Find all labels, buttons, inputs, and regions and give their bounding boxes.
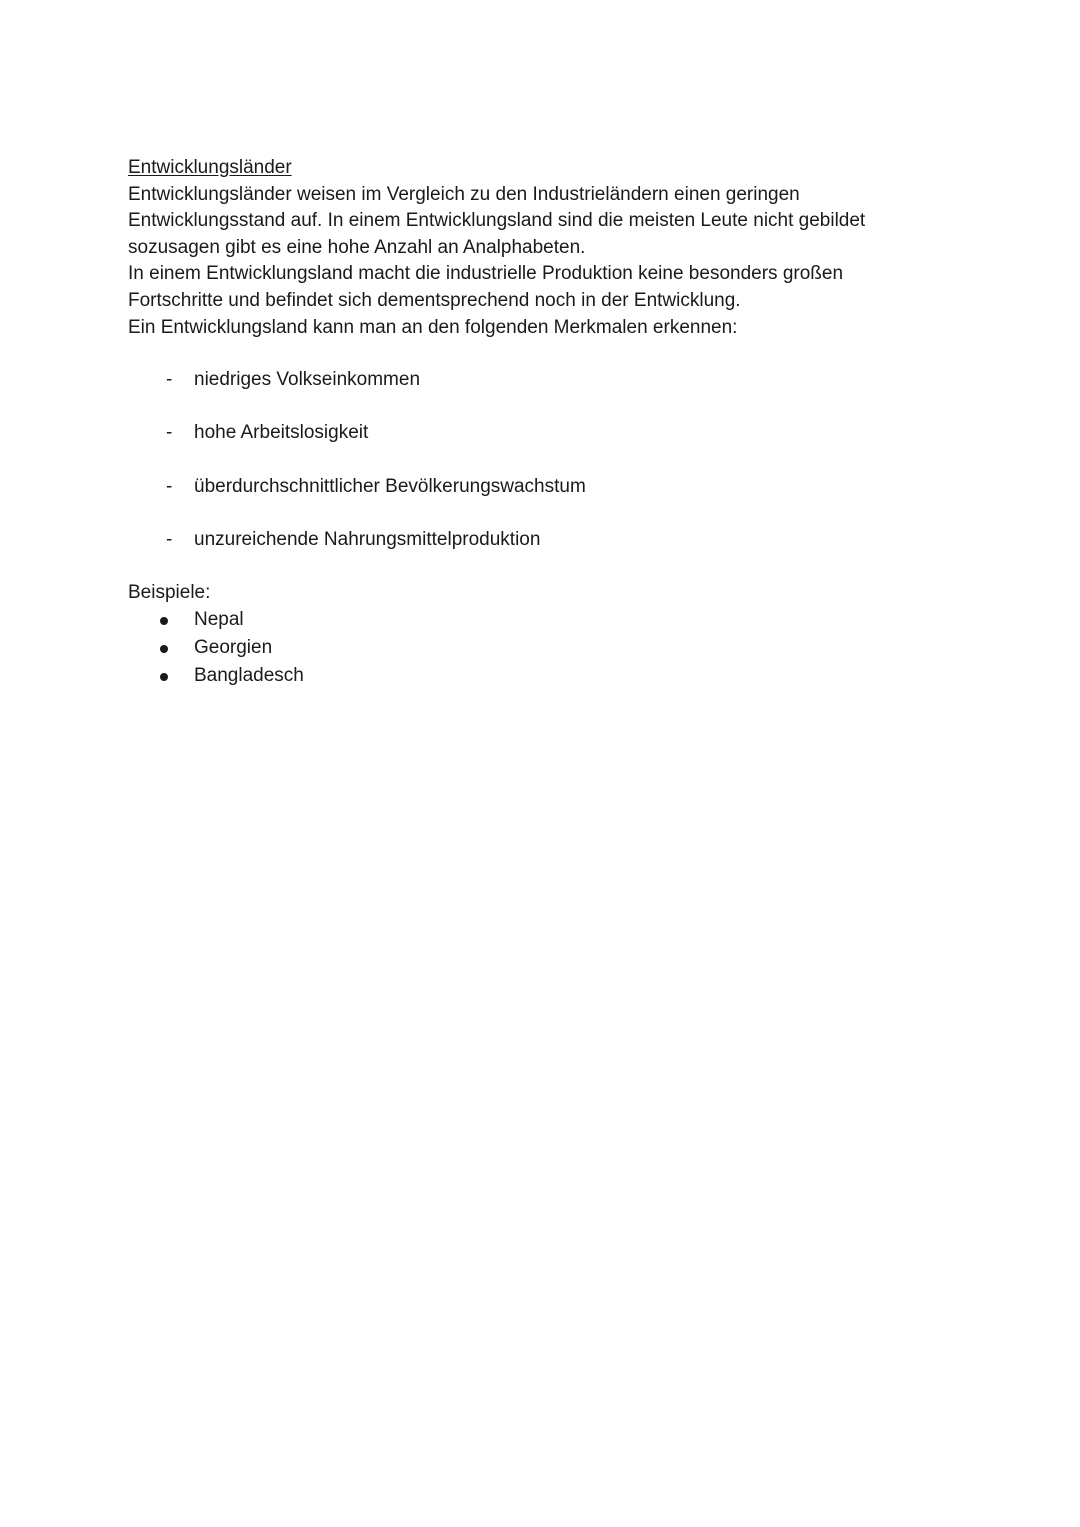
bullet-icon <box>160 673 168 681</box>
document-page <box>128 155 928 691</box>
dash-marker: - <box>166 422 173 444</box>
examples-label: Beispiele: <box>128 581 211 603</box>
features-list <box>128 367 928 553</box>
list-item <box>128 474 928 501</box>
dash-marker: - <box>166 528 173 550</box>
bullet-icon <box>160 617 168 625</box>
list-item <box>128 420 928 447</box>
list-item <box>128 527 928 554</box>
document-heading: Entwicklungsländer <box>128 157 292 178</box>
example-text: Georgien <box>194 636 273 658</box>
intro-paragraph <box>128 182 928 342</box>
feature-text: hohe Arbeitslosigkeit <box>194 422 369 444</box>
example-text: Nepal <box>194 608 244 630</box>
feature-text: niedriges Volkseinkommen <box>194 369 421 391</box>
paragraph-line: In einem Entwicklungsland macht die industrielle Produktion keine besonders großen <box>128 263 844 285</box>
paragraph-line: sozusagen gibt es eine hohe Anzahl an Analphabeten. <box>128 236 586 258</box>
feature-text: überdurchschnittlicher Bevölkerungswachstum <box>194 475 586 497</box>
bullet-icon <box>160 645 168 653</box>
list-item <box>128 607 928 635</box>
example-text: Bangladesch <box>194 664 304 686</box>
paragraph-line: Entwicklungsländer weisen im Vergleich zu den Industrieländern einen geringen <box>128 183 800 205</box>
list-item <box>128 635 928 663</box>
paragraph-line: Ein Entwicklungsland kann man an den folgenden Merkmalen erkennen: <box>128 316 738 338</box>
dash-marker: - <box>166 369 173 391</box>
paragraph-line: Fortschritte und befindet sich dementsprechend noch in der Entwicklung. <box>128 289 741 311</box>
feature-text: unzureichende Nahrungsmittelproduktion <box>194 528 541 550</box>
examples-list <box>128 607 928 691</box>
list-item <box>128 663 928 691</box>
paragraph-line: Entwicklungsstand auf. In einem Entwicklungsland sind die meisten Leute nicht gebildet <box>128 210 866 232</box>
dash-marker: - <box>166 475 173 497</box>
list-item <box>128 367 928 394</box>
